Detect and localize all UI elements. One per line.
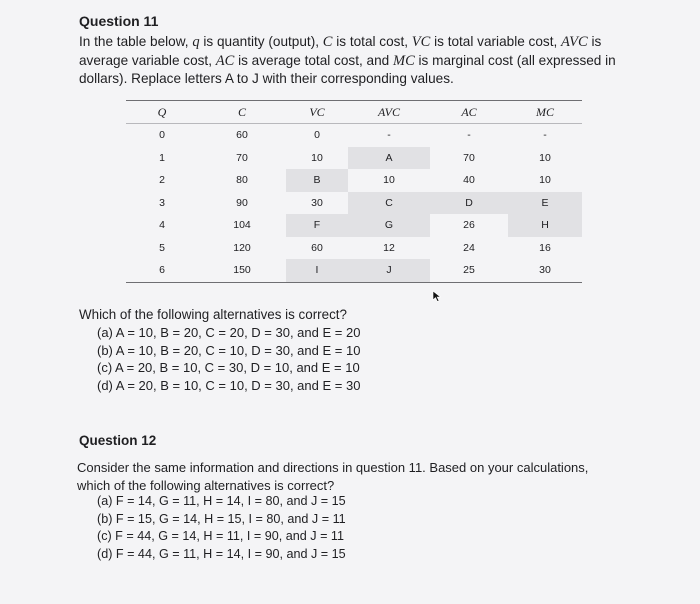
mouse-cursor-icon: [432, 290, 442, 302]
question-12-options: [97, 493, 346, 563]
table-cell: C: [348, 192, 430, 215]
option-a[interactable]: (a) F = 14, G = 11, H = 14, I = 80, and J = 15: [97, 494, 346, 508]
option-b[interactable]: (b) A = 10, B = 20, C = 10, D = 30, and E = 10: [97, 342, 361, 358]
table-cell: 80: [236, 174, 248, 187]
question-11-prompt: Which of the following alternatives is correct?: [79, 307, 347, 322]
table-cell: 12: [383, 241, 395, 254]
table-cell: 10: [539, 174, 551, 187]
table-row: [126, 124, 582, 147]
table-row: [126, 237, 582, 260]
table-row: [126, 169, 582, 192]
table-cell: 90: [236, 196, 248, 209]
table-cell: 16: [539, 241, 551, 254]
question-11-title: Question 11: [79, 13, 159, 29]
question-12-text: Consider the same information and directions in question 11. Based on your calculations, which of the following alternatives is correct?: [77, 460, 589, 493]
header-mc: MC: [508, 101, 582, 124]
table-cell: 1: [159, 151, 165, 164]
table-row: [126, 214, 582, 237]
table-cell: F: [286, 214, 348, 237]
table-cell: 70: [236, 151, 248, 164]
table-row: [126, 259, 582, 282]
header-ac: AC: [430, 101, 508, 124]
table-cell: I: [286, 259, 348, 282]
table-cell: 40: [463, 174, 475, 187]
table-cell: 5: [159, 241, 165, 254]
table-cell: 24: [463, 241, 475, 254]
table-cell: 10: [383, 174, 395, 187]
table-row: [126, 147, 582, 170]
table-cell: A: [348, 147, 430, 170]
header-c: C: [198, 101, 286, 124]
table-cell: 26: [463, 219, 475, 232]
table-cell: 0: [159, 129, 165, 142]
header-avc: AVC: [348, 101, 430, 124]
question-11-options: [97, 324, 360, 394]
table-cell: 60: [236, 129, 248, 142]
table-cell: 3: [159, 196, 165, 209]
question-12-title: Question 12: [79, 433, 157, 448]
option-b[interactable]: (b) F = 15, G = 14, H = 15, I = 80, and J = 11: [97, 511, 346, 526]
table-cell: H: [508, 214, 582, 237]
table-cell: 30: [311, 196, 323, 209]
cost-table-header: [126, 101, 582, 124]
table-cell: B: [286, 169, 348, 192]
table-cell: E: [508, 192, 582, 215]
table-cell: -: [387, 129, 391, 142]
header-q: Q: [126, 101, 198, 124]
table-cell: 6: [126, 259, 198, 282]
table-cell: -: [467, 129, 471, 142]
table-cell: 70: [463, 151, 475, 164]
option-d[interactable]: (d) F = 44, G = 11, H = 14, I = 90, and J = 15: [97, 546, 346, 561]
table-cell: 4: [159, 219, 165, 232]
table-cell: 30: [508, 259, 582, 282]
table-cell: 60: [311, 241, 323, 254]
table-cell: J: [348, 259, 430, 282]
table-cell: 10: [539, 151, 551, 164]
table-cell: 2: [159, 174, 165, 187]
option-d[interactable]: (d) A = 20, B = 10, C = 10, D = 30, and E = 30: [97, 377, 361, 393]
table-cell: D: [430, 192, 508, 215]
table-cell: 10: [311, 151, 323, 164]
option-c[interactable]: (c) A = 20, B = 10, C = 30, D = 10, and E = 10: [97, 360, 360, 376]
table-cell: -: [543, 129, 547, 142]
table-cell: 25: [430, 259, 508, 282]
table-cell: 104: [233, 219, 251, 232]
table-cell: G: [348, 214, 430, 237]
option-c[interactable]: (c) F = 44, G = 14, H = 11, I = 90, and J = 11: [97, 529, 344, 544]
table-cell: 0: [314, 129, 320, 142]
table-cell: 120: [233, 241, 251, 254]
table-cell: 150: [198, 259, 286, 282]
table-row: [126, 192, 582, 215]
option-a[interactable]: (a) A = 10, B = 20, C = 20, D = 30, and E = 20: [97, 325, 361, 340]
question-11-intro: In the table below, q is quantity (output), C is total cost, VC is total variable cost, AVC is average variable cost, AC is average total cost, and MC is marginal cost (all expressed in dollars). Replace letters A to J with their corresponding values.: [79, 34, 616, 87]
cost-table: [126, 100, 582, 283]
header-vc: VC: [286, 101, 348, 124]
